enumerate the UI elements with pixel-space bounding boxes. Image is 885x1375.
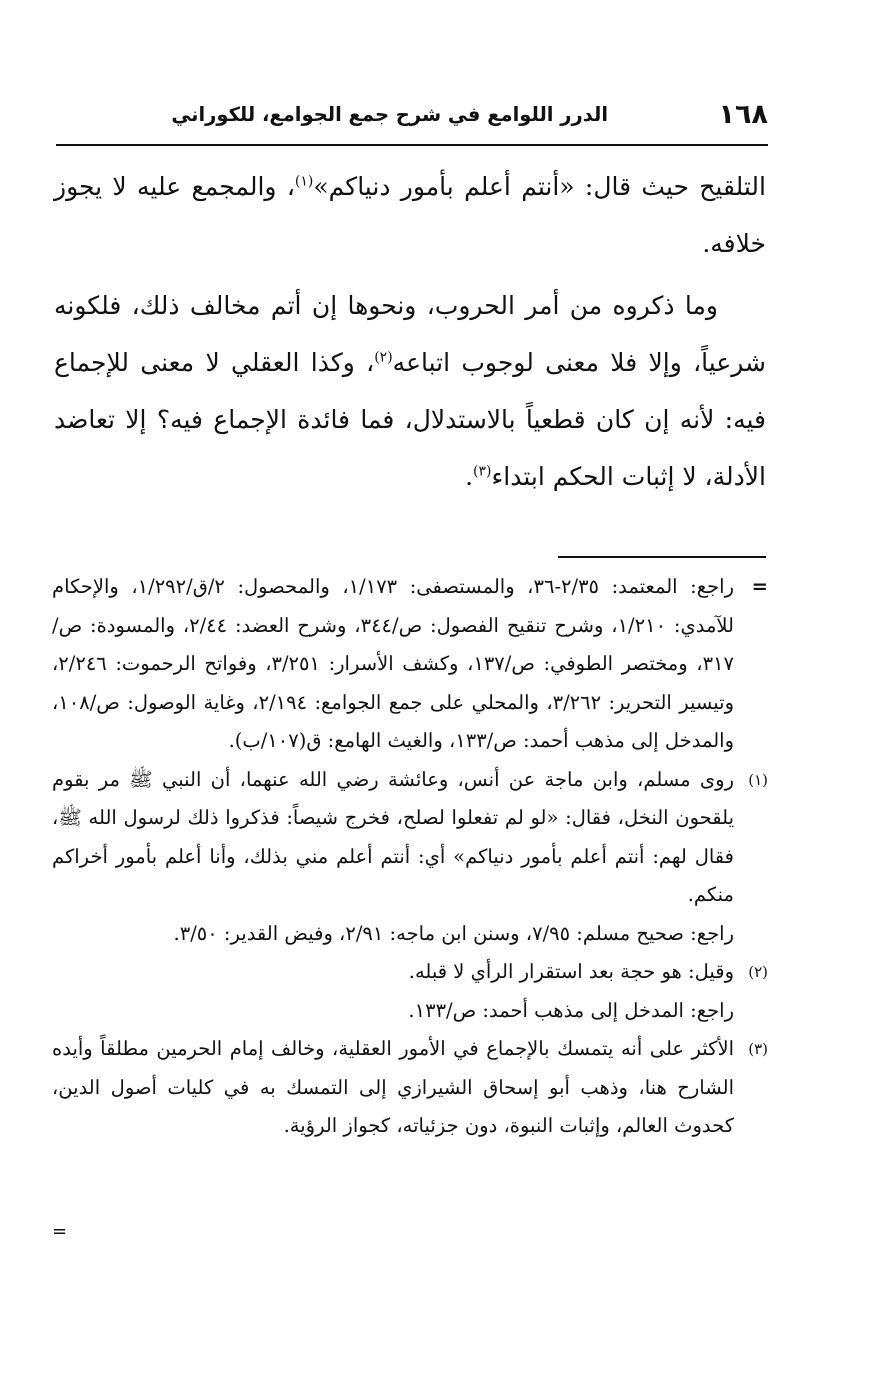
- paragraph-1: [54, 158, 766, 272]
- page-number: ١٦٨: [718, 99, 768, 130]
- paragraph-1-text-b: ، والمجمع عليه لا يجوز خلافه.: [54, 172, 766, 258]
- running-title: الدرر اللوامع في شرح جمع الجوامع، للكوراني: [171, 103, 608, 126]
- continues-marker: =: [52, 1221, 68, 1242]
- footnote-2: [52, 953, 768, 1030]
- footnote-2-text: وقيل: هو حجة بعد استقرار الرأي لا قبله.: [408, 960, 734, 983]
- footnote-3-text: الأكثر على أنه يتمسك بالإجماع في الأمور العقلية، وخالف إمام الحرمين مطلقاً وأيده الشارح هنا، وذهب أبو إسحاق الشيرازي إلى التمسك به في كليات أصول الدين، كحدوث العالم، وإثبات النبوة، دون جزئياته، كجواز الرؤية.: [52, 1037, 734, 1137]
- footnote-continued: [52, 568, 768, 761]
- footnote-3-marker: (٣): [748, 1040, 768, 1058]
- continuation-marker: =: [751, 575, 768, 598]
- paragraph-1-text-a: التلقيح حيث قال: «أنتم أعلم بأمور دنياكم»: [313, 172, 766, 201]
- footnote-ref-2: (٢): [374, 349, 393, 366]
- footnote-ref-1: (١): [294, 173, 314, 190]
- footnote-1-text: روى مسلم، وابن ماجة عن أنس، وعائشة رضي الله عنهما، أن النبي ﷺ مر بقوم يلقحون النخل، فقال: «لو لم تفعلوا لصلح، فخرج شيصاً: فذكروا ذلك لرسول الله ﷺ، فقال لهم: أنتم أعلم بأمور دنياكم» أي: أنتم أعلم مني بذلك، وأنا أعلم بأمور أخراكم منكم.: [52, 767, 734, 906]
- footnote-2-reference: راجع: المدخل إلى مذهب أحمد: ص/١٣٣.: [408, 998, 734, 1022]
- footnote-1-marker: (١): [748, 770, 768, 789]
- main-text: [54, 158, 766, 505]
- footnotes: [52, 568, 768, 1146]
- paragraph-2: [54, 277, 766, 505]
- paragraph-2-text-a: وما ذكروه من أمر الحروب، ونحوها إن أتم مخالف ذلك، فلكونه شرعياً، وإلا فلا معنى لوجوب اتباعه: [54, 291, 766, 377]
- footnote-1-reference: راجع: صحيح مسلم: ٧/٩٥، وسنن ابن ماجه: ٢/٩١، وفيض القدير: ٣/٥٠.: [173, 921, 734, 945]
- footnote-separator: [558, 556, 766, 558]
- paragraph-2-text-c: .: [465, 462, 474, 491]
- footnote-1: [52, 761, 768, 954]
- footnote-ref-3: (٣): [473, 463, 492, 480]
- footnote-3: [52, 1030, 768, 1146]
- footnote-continued-text: راجع: المعتمد: ٢/٣٥-٣٦، والمستصفى: ١/١٧٣، والمحصول: ٢/ق/١/٢٩٢، والإحكام للآمدي: ١/٢١٠، وشرح تنقيح الفصول: ص/٣٤٤، وشرح العضد: ٢/٤٤، والمسودة: ص/٣١٧، ومختصر الطوفي: ص/١٣٧، وكشف الأسرار: ٣/٢٥١، وفواتح الرحموت: ٢/٢٤٦، وتيسير التحرير: ٣/٢٦٢، والمحلي على جمع الجوامع: ٢/١٩٤، وغاية الوصول: ص/١٠٨، والمدخل إلى مذهب أحمد: ص/١٣٣، والغيث الهامع: ق(١٠٧/ب).: [52, 575, 734, 752]
- footnote-2-marker: (٢): [748, 963, 768, 981]
- paragraph-2-text-b: ، وكذا العقلي لا معنى للإجماع فيه: لأنه إن كان قطعياً بالاستدلال، فما فائدة الإجماع فيه؟ إلا تعاضد الأدلة، لا إثبات الحكم ابتداء: [54, 348, 766, 491]
- header-rule: [56, 144, 768, 146]
- page-header: [56, 96, 768, 136]
